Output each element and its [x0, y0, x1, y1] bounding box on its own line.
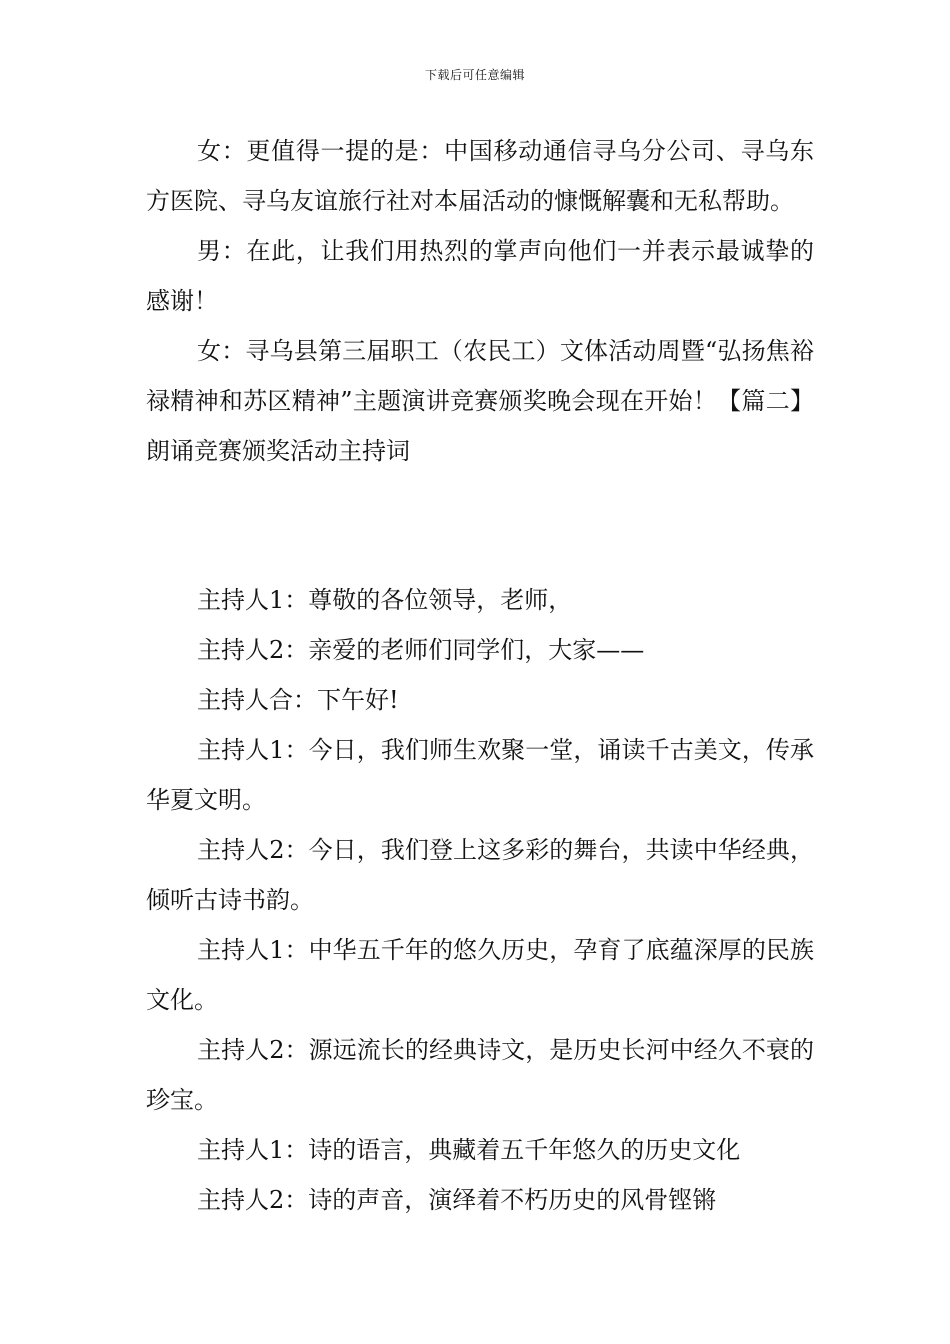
paragraph: 主持人1：中华五千年的悠久历史，孕育了底蕴深厚的民族文化。 — [146, 936, 814, 1014]
body-text-top — [146, 126, 814, 476]
paragraph: 主持人2：亲爱的老师们同学们，大家—— — [197, 636, 645, 664]
paragraph: 男：在此，让我们用热烈的掌声向他们一并表示最诚挚的感谢！ — [146, 237, 814, 315]
paragraph: 主持人1：诗的语言，典藏着五千年悠久的历史文化 — [197, 1136, 741, 1164]
paragraph: 主持人2：诗的声音，演绎着不朽历史的风骨铿锵 — [197, 1186, 717, 1214]
paragraph: 主持人1：尊敬的各位领导，老师， — [197, 586, 573, 614]
page-header: 下载后可任意编辑 — [424, 68, 525, 82]
paragraph: 主持人2：源远流长的经典诗文，是历史长河中经久不衰的珍宝。 — [146, 1036, 814, 1114]
paragraph: 女：寻乌县第三届职工（农民工）文体活动周暨“弘扬焦裕禄精神和苏区精神”主题演讲竞赛颁奖晚会现在开始！【篇二】朗诵竞赛颁奖活动主持词 — [146, 337, 814, 465]
paragraph: 主持人1：今日，我们师生欢聚一堂，诵读千古美文，传承华夏文明。 — [146, 736, 814, 814]
paragraph: 女：更值得一提的是：中国移动通信寻乌分公司、寻乌东方医院、寻乌友谊旅行社对本届活动的慷慨解囊和无私帮助。 — [146, 137, 814, 215]
body-text-bottom — [146, 575, 814, 1225]
paragraph: 主持人合：下午好! — [197, 686, 399, 714]
paragraph: 主持人2：今日，我们登上这多彩的舞台，共读中华经典，倾听古诗书韵。 — [146, 836, 814, 914]
